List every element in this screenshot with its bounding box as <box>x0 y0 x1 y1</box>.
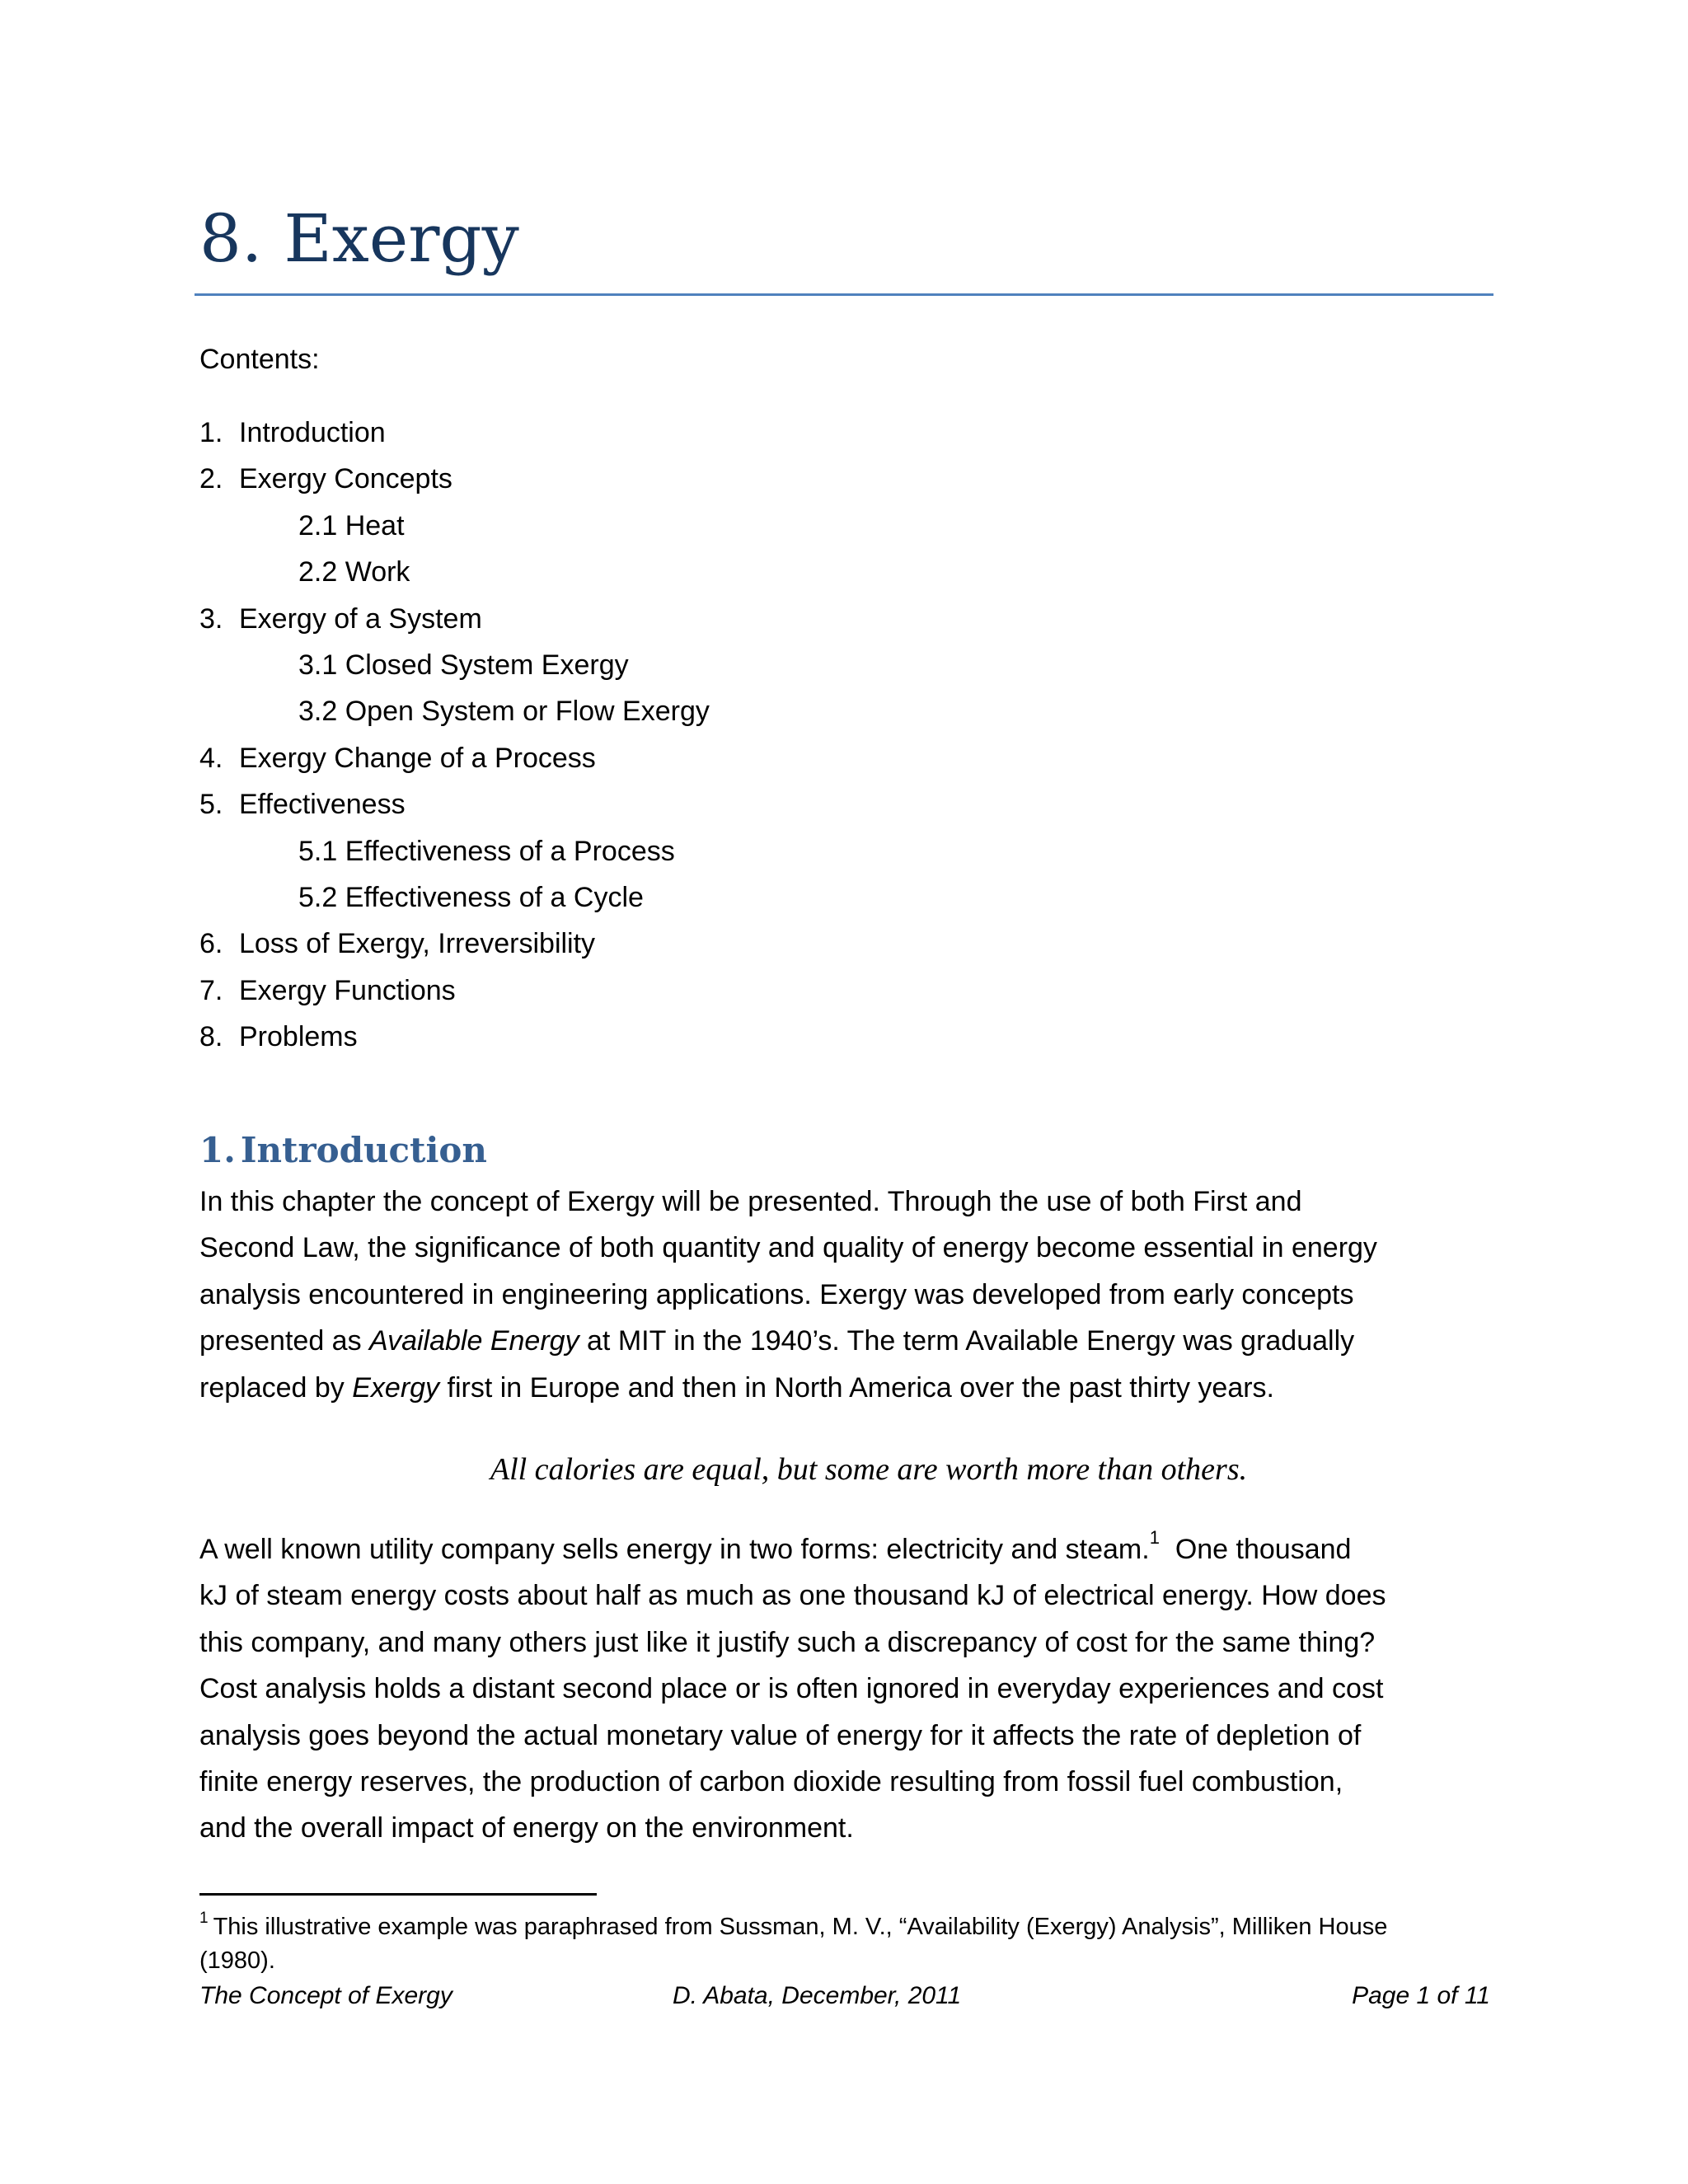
text-run: One thousand <box>1159 1534 1352 1565</box>
footer-page-number: Page 1 of 11 <box>1352 1982 1490 2009</box>
footnote <box>199 1910 1485 1978</box>
toc-label: Effectiveness <box>239 789 406 821</box>
toc-item <box>199 921 710 967</box>
footnote-line <box>199 1910 1485 1944</box>
toc-label: Exergy Change of a Process <box>239 742 596 774</box>
paragraph-line: Cost analysis holds a distant second place or is often ignored in everyday experiences and cost <box>199 1673 1384 1705</box>
footer-document-title: The Concept of Exergy <box>199 1982 452 2009</box>
emphasis-exergy: Exergy <box>352 1371 440 1404</box>
footer-author-date: D. Abata, December, 2011 <box>673 1982 962 2009</box>
toc-label: 2.2 Work <box>298 556 410 588</box>
chapter-number: 8. <box>199 200 263 277</box>
epigraph-quote <box>0 1446 1688 1493</box>
toc-label: 2.1 Heat <box>298 509 405 541</box>
toc-item <box>199 735 710 781</box>
toc-label: Problems <box>239 1021 358 1053</box>
quote-text: All calories are equal, but some are worth more than others. <box>490 1452 1248 1487</box>
toc-subitem <box>199 874 710 921</box>
toc-item <box>199 456 710 502</box>
text-run: A well known utility company sells energy in two forms: electricity and steam. <box>199 1534 1150 1565</box>
toc-label: 3.2 Open System or Flow Exergy <box>298 696 710 728</box>
section-number: 1. <box>199 1130 236 1170</box>
toc-number: 4. <box>199 742 223 774</box>
toc-subitem <box>199 642 710 688</box>
section-heading-text: Introduction <box>240 1130 487 1170</box>
toc-number: 2. <box>199 463 223 495</box>
paragraph-line: Second Law, the significance of both quantity and quality of energy become essential in energy <box>199 1232 1377 1264</box>
utility-paragraph <box>199 1526 1502 1852</box>
text-run: first in Europe and then in North America over the past thirty years. <box>439 1371 1274 1404</box>
paragraph-line: and the overall impact of energy on the environment. <box>199 1812 854 1844</box>
toc-number: 1. <box>199 417 223 448</box>
intro-paragraph <box>199 1179 1502 1411</box>
toc-subitem <box>199 503 710 549</box>
toc-item <box>199 1014 710 1060</box>
toc-number: 6. <box>199 928 223 960</box>
paragraph-line: finite energy reserves, the production of carbon dioxide resulting from fossil fuel combustion, <box>199 1765 1343 1797</box>
paragraph-line: In this chapter the concept of Exergy will be presented. Through the use of both First and <box>199 1186 1302 1217</box>
toc-label: 3.1 Closed System Exergy <box>298 649 629 681</box>
toc-label: Exergy Functions <box>239 974 456 1006</box>
toc-label: 5.1 Effectiveness of a Process <box>298 835 675 867</box>
toc-label: Loss of Exergy, Irreversibility <box>239 928 596 960</box>
footnote-text: This illustrative example was paraphrased from Sussman, M. V., “Availability (Exergy) Analysis”, Milliken House <box>213 1914 1388 1940</box>
toc-number: 7. <box>199 974 223 1006</box>
toc-subitem <box>199 688 710 734</box>
toc-label: Introduction <box>239 417 386 448</box>
emphasis-available-energy: Available Energy <box>369 1325 579 1357</box>
title-underline <box>195 293 1493 296</box>
chapter-title-text: Exergy <box>284 200 519 277</box>
toc-subitem <box>199 828 710 874</box>
chapter-title <box>199 198 519 280</box>
paragraph-line <box>199 1318 1502 1364</box>
section-heading-introduction <box>199 1126 487 1175</box>
text-run: replaced by <box>199 1371 353 1404</box>
toc-number: 5. <box>199 789 223 821</box>
paragraph-line: analysis goes beyond the actual monetary value of energy for it affects the rate of depletion of <box>199 1719 1362 1751</box>
table-of-contents <box>199 410 710 1060</box>
paragraph-line <box>199 1526 1502 1572</box>
toc-label: 5.2 Effectiveness of a Cycle <box>298 881 644 913</box>
paragraph-line: analysis encountered in engineering applications. Exergy was developed from early concepts <box>199 1278 1354 1310</box>
toc-item <box>199 781 710 827</box>
contents-label: Contents: <box>199 344 320 375</box>
toc-number: 3. <box>199 602 223 635</box>
footnote-reference[interactable]: 1 <box>1149 1527 1160 1548</box>
toc-label: Exergy of a System <box>239 602 482 635</box>
toc-label: Exergy Concepts <box>239 463 452 495</box>
toc-item <box>199 596 710 642</box>
toc-item <box>199 968 710 1014</box>
footnote-separator <box>199 1893 597 1896</box>
paragraph-line <box>199 1365 1502 1411</box>
toc-number: 8. <box>199 1021 223 1053</box>
paragraph-line: this company, and many others just like it justify such a discrepancy of cost for the same thing? <box>199 1626 1376 1658</box>
footnote-line: (1980). <box>199 1947 275 1974</box>
toc-subitem <box>199 549 710 595</box>
text-run: at MIT in the 1940’s. The term Available Energy was gradually <box>579 1325 1355 1357</box>
paragraph-line: kJ of steam energy costs about half as much as one thousand kJ of electrical energy. How does <box>199 1580 1386 1612</box>
text-run: presented as <box>199 1325 370 1357</box>
footnote-marker: 1 <box>199 1910 209 1927</box>
page-footer <box>199 1978 1490 2014</box>
toc-item <box>199 410 710 456</box>
